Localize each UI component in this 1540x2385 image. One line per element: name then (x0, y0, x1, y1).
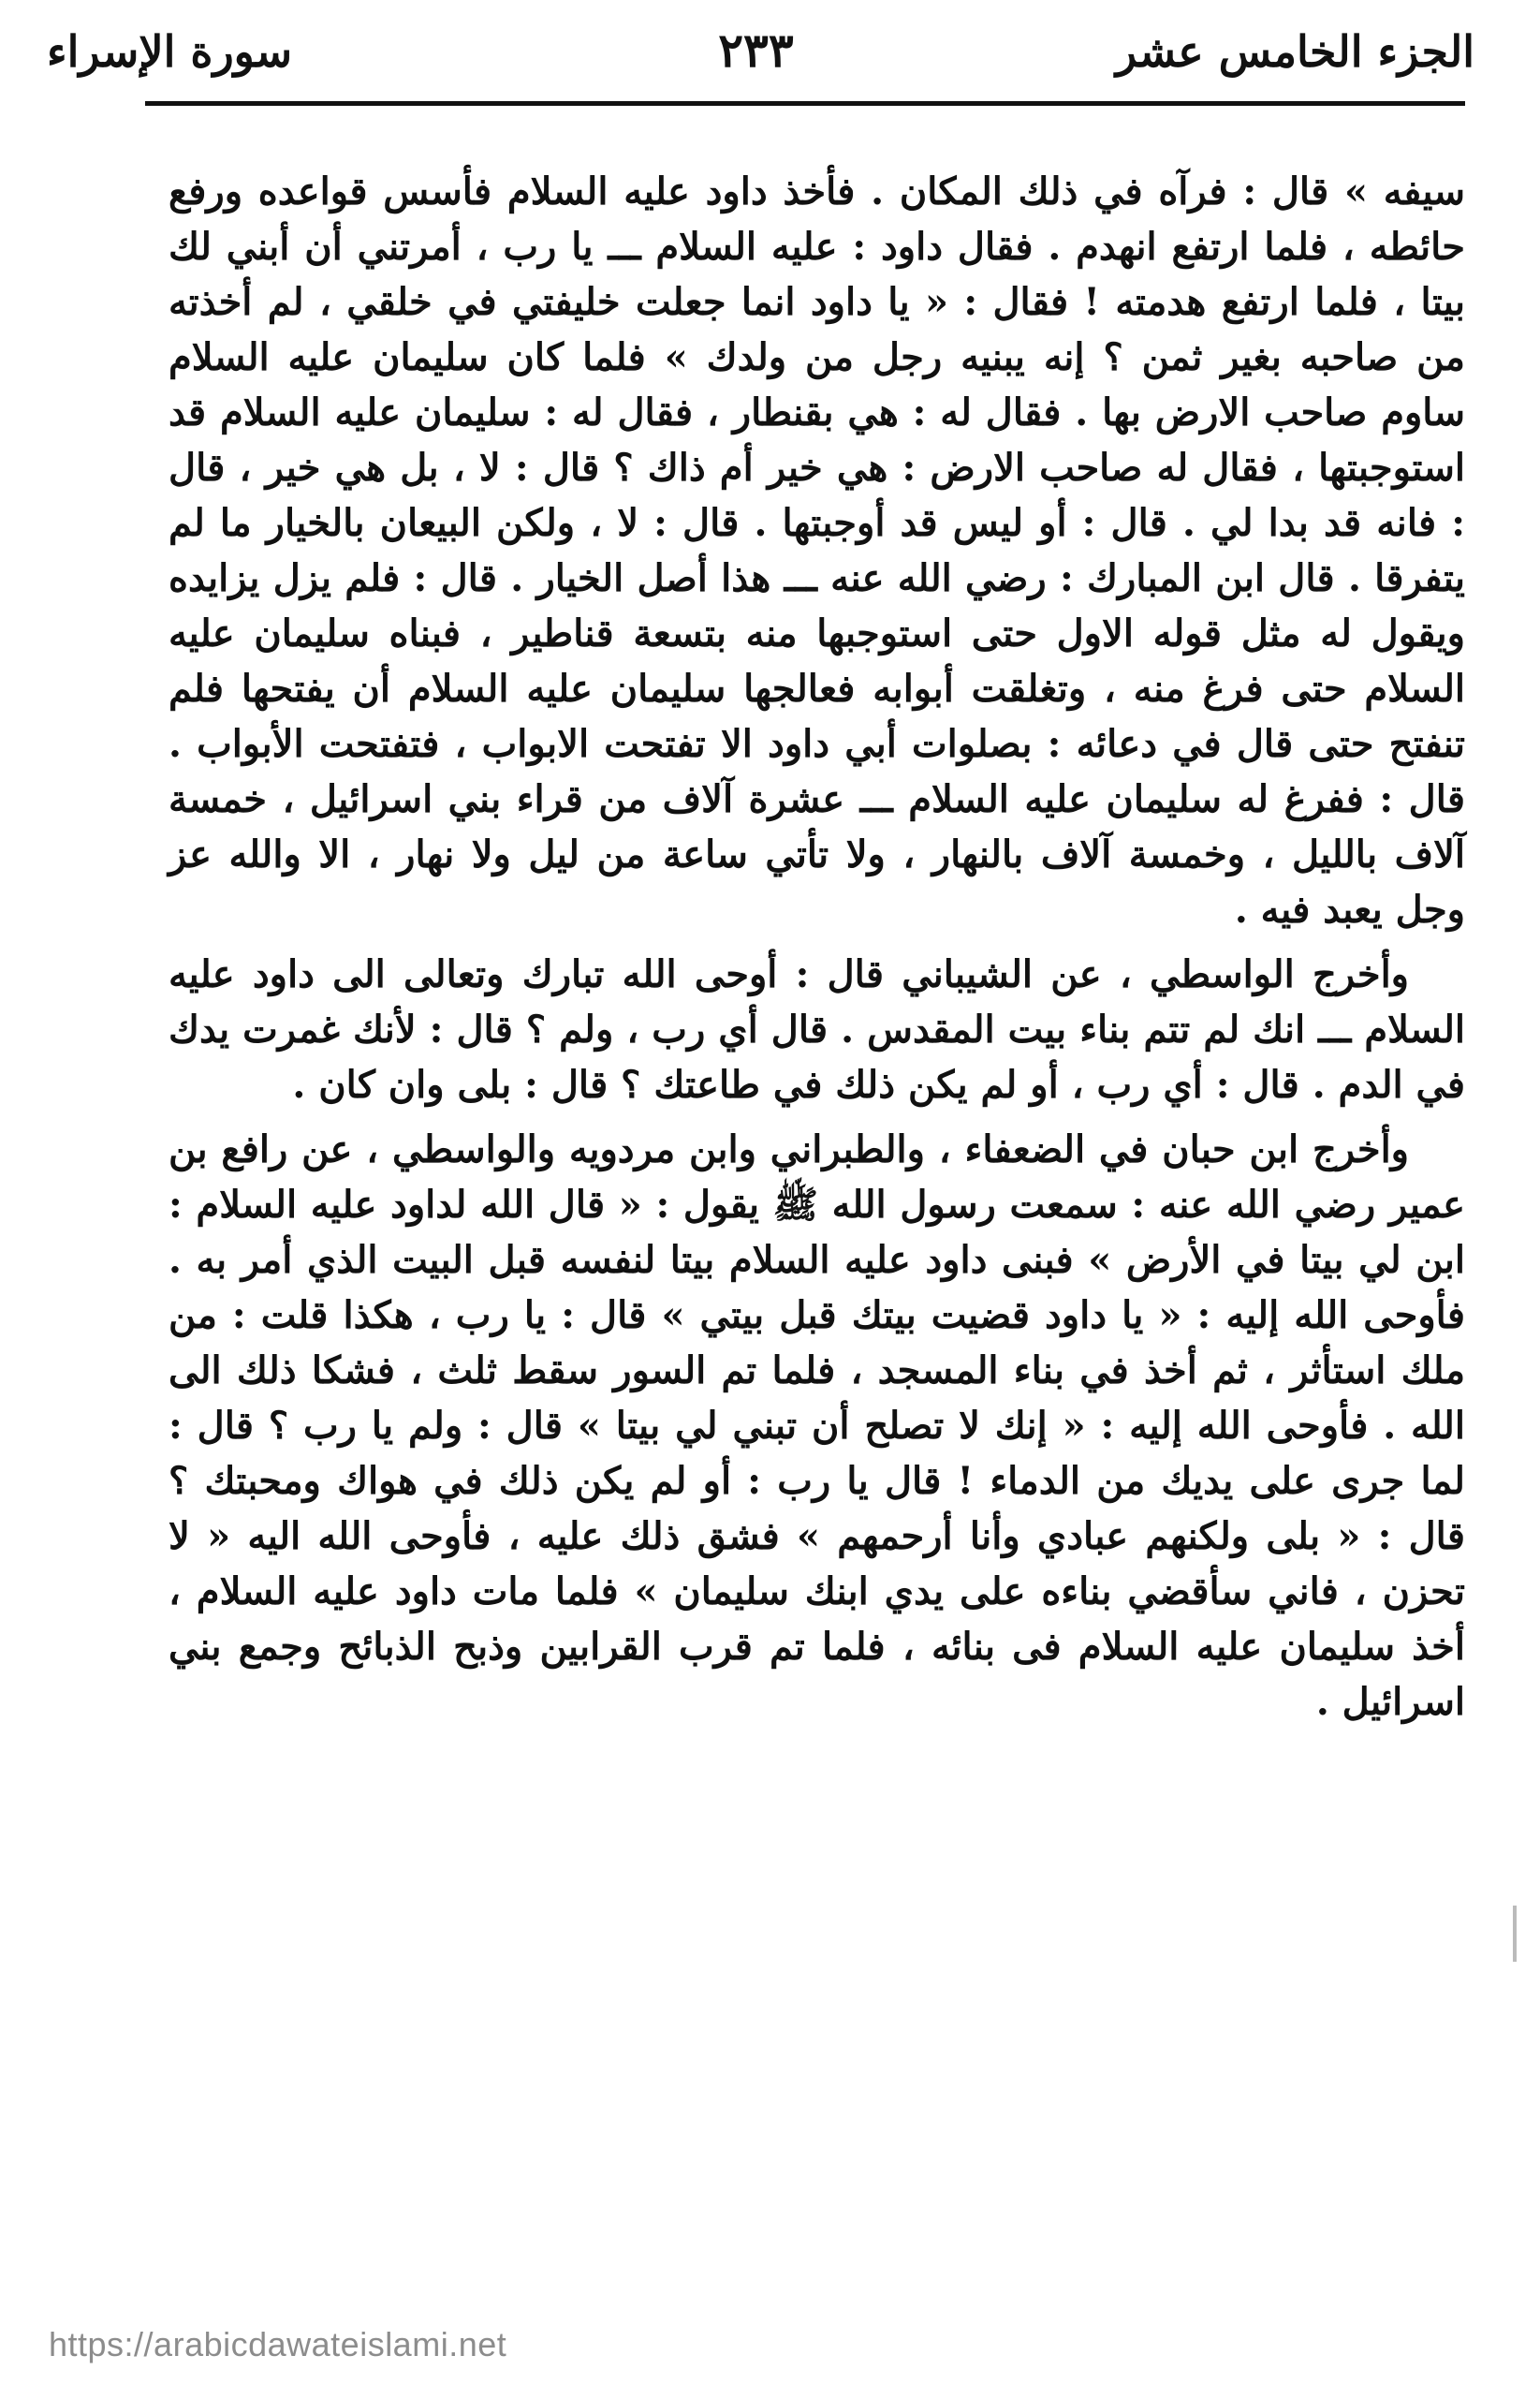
page-body (169, 164, 1465, 1739)
page-header (37, 17, 1474, 92)
surah-label: سورة الإسراء (47, 26, 292, 77)
scan-edge-mark (1513, 1906, 1517, 1962)
paragraph-2: وأخرج الواسطي ، عن الشيباني قال : أوحى الله تبارك وتعالى الى داود عليه السلام ـــ انك لم تتم بناء بيت المقدس . قال أي رب ، ولم ؟ قال : لأنك غمرت يدك في الدم . قال : أي رب ، أو لم يكن ذلك في طاعتك ؟ قال : بلى وان كان . (169, 952, 1466, 1107)
watermark-url: https://arabicdawateislami.net (49, 2325, 507, 2363)
part-label: الجزء الخامس عشر (1115, 26, 1474, 77)
header-divider (145, 101, 1465, 106)
page-number: ٢٣٣ (718, 22, 794, 78)
paragraph-3: وأخرج ابن حبان في الضعفاء ، والطبراني وابن مردويه والواسطي ، عن رافع بن عمير رضي الله عنه : سمعت رسول الله ﷺ يقول : « قال الله لداود عليه السلام : ابن لي بيتا في الأرض » فبنى داود عليه السلام بيتا لنفسه قبل البيت الذي أمر به . فأوحى الله إليه : « يا داود قضيت بيتك قبل بيتي » قال : يا رب ، هكذا قلت : من ملك استأثر ، ثم أخذ في بناء المسجد ، فلما تم السور سقط ثلث ، فشكا ذلك الى الله . فأوحى الله إليه : « إنك لا تصلح أن تبني لي بيتا » قال : ولم يا رب ؟ قال : لما جرى على يديك من الدماء ! قال يا رب : أو لم يكن ذلك في هواك ومحبتك ؟ قال : « بلى ولكنهم عبادي وأنا أرحمهم » فشق ذلك عليه ، فأوحى الله اليه « لا تحزن ، فاني سأقضي بناءه على يدي ابنك سليمان » فلما مات داود عليه السلام ، أخذ سليمان عليه السلام فى بنائه ، فلما تم قرب القرابين وذبح الذبائح وجمع بني اسرائيل . (169, 1127, 1465, 1724)
paragraph-1: سيفه » قال : فرآه في ذلك المكان . فأخذ داود عليه السلام فأسس قواعده ورفع حائطه ، فلما ارتفع انهدم . فقال داود : عليه السلام ـــ يا رب ، أمرتني أن أبني لك بيتا ، فلما ارتفع هدمته ! فقال : « يا داود انما جعلت خليفتي في خلقي ، لم أخذته من صاحبه بغير ثمن ؟ إنه يبنيه رجل من ولدك » فلما كان سليمان عليه السلام ساوم صاحب الارض بها . فقال له : هي بقنطار ، فقال له : سليمان عليه السلام قد استوجبتها ، فقال له صاحب الارض : هي خير أم ذاك ؟ قال : لا ، بل هي خير ، قال : فانه قد بدا لي . قال : أو ليس قد أوجبتها . قال : لا ، ولكن البيعان بالخيار ما لم يتفرقا . قال ابن المبارك : رضي الله عنه ـــ هذا أصل الخيار . قال : فلم يزل يزايده ويقول له مثل قوله الاول حتى استوجبها منه بتسعة قناطير ، فبناه سليمان عليه السلام حتى فرغ منه ، وتغلقت أبوابه فعالجها سليمان عليه السلام أن يفتحها فلم تنفتح حتى قال في دعائه : بصلوات أبي داود الا تفتحت الابواب ، فتفتحت الأبواب . قال : ففرغ له سليمان عليه السلام ـــ عشرة آلاف من قراء بني اسرائيل ، خمسة آلاف بالليل ، وخمسة آلاف بالنهار ، ولا تأتي ساعة من ليل ولا نهار ، الا والله عز وجل يعبد فيه . (169, 169, 1465, 932)
